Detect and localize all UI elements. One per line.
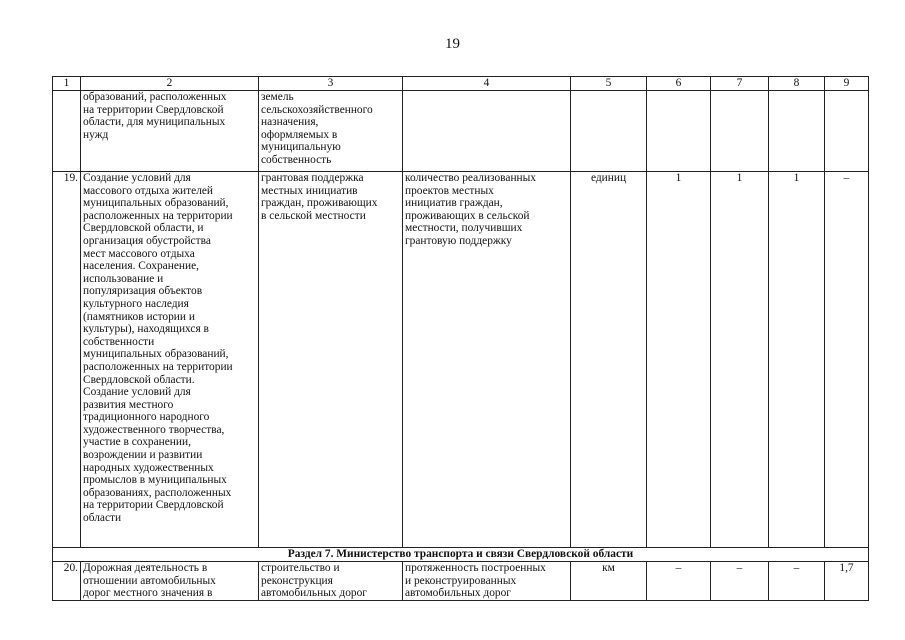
cell-num: 19. <box>53 172 81 548</box>
cell-value: – <box>769 562 825 601</box>
cell-num: 20. <box>53 562 81 601</box>
table-row-19 <box>53 172 869 548</box>
cell-value: 1 <box>711 172 769 548</box>
cell-value: 1 <box>769 172 825 548</box>
header-cell: 1 <box>53 77 81 91</box>
program-table <box>52 76 869 601</box>
page-number: 19 <box>445 36 460 52</box>
cell-purpose: строительство и реконструкция автомобильных дорог <box>259 562 403 601</box>
cell-measure: Дорожная деятельность в отношении автомобильных дорог местного значения в <box>81 562 259 601</box>
cell-indicator: протяженность построенных и реконструированных автомобильных дорог <box>403 562 571 601</box>
column-number-header-row <box>53 77 869 91</box>
header-cell: 7 <box>711 77 769 91</box>
cell-indicator <box>403 91 571 172</box>
cell-indicator: количество реализованных проектов местных инициатив граждан, проживающих в сельской местности, получивших грантовую поддержку <box>403 172 571 548</box>
cell-value: – <box>825 172 869 548</box>
table-row-20 <box>53 562 869 601</box>
cell-value <box>769 91 825 172</box>
cell-value: – <box>647 562 711 601</box>
table-row-continuation <box>53 91 869 172</box>
cell-value: 1 <box>647 172 711 548</box>
header-cell: 3 <box>259 77 403 91</box>
cell-value <box>647 91 711 172</box>
section-row <box>53 548 869 562</box>
cell-measure: Создание условий для массового отдыха жителей муниципальных образований, расположенных на территории Свердловской области, и организация обустройства мест массового отдыха населения. Сохранение, использование и популяризация объектов культурного наследия (памятников истории и культуры), находящихся в собственности муниципальных образований, расположенных на территории Свердловской области. Создание условий для развития местного традиционного народного художественного творчества, участие в сохранении, возрождении и развитии народных художественных промыслов в муниципальных образованиях, расположенных на территории Свердловской области <box>81 172 259 548</box>
cell-value <box>711 91 769 172</box>
cell-purpose: грантовая поддержка местных инициатив граждан, проживающих в сельской местности <box>259 172 403 548</box>
cell-measure: образований, расположенных на территории Свердловской области, для муниципальных нужд <box>81 91 259 172</box>
section-title: Раздел 7. Министерство транспорта и связи Свердловской области <box>53 548 869 562</box>
cell-unit: км <box>571 562 647 601</box>
header-cell: 4 <box>403 77 571 91</box>
header-cell: 2 <box>81 77 259 91</box>
header-cell: 9 <box>825 77 869 91</box>
header-cell: 6 <box>647 77 711 91</box>
cell-value: 1,7 <box>825 562 869 601</box>
cell-value <box>825 91 869 172</box>
cell-num <box>53 91 81 172</box>
cell-unit <box>571 91 647 172</box>
cell-purpose: земель сельскохозяйственного назначения, оформляемых в муниципальную собственность <box>259 91 403 172</box>
header-cell: 8 <box>769 77 825 91</box>
header-cell: 5 <box>571 77 647 91</box>
cell-value: – <box>711 562 769 601</box>
cell-unit: единиц <box>571 172 647 548</box>
